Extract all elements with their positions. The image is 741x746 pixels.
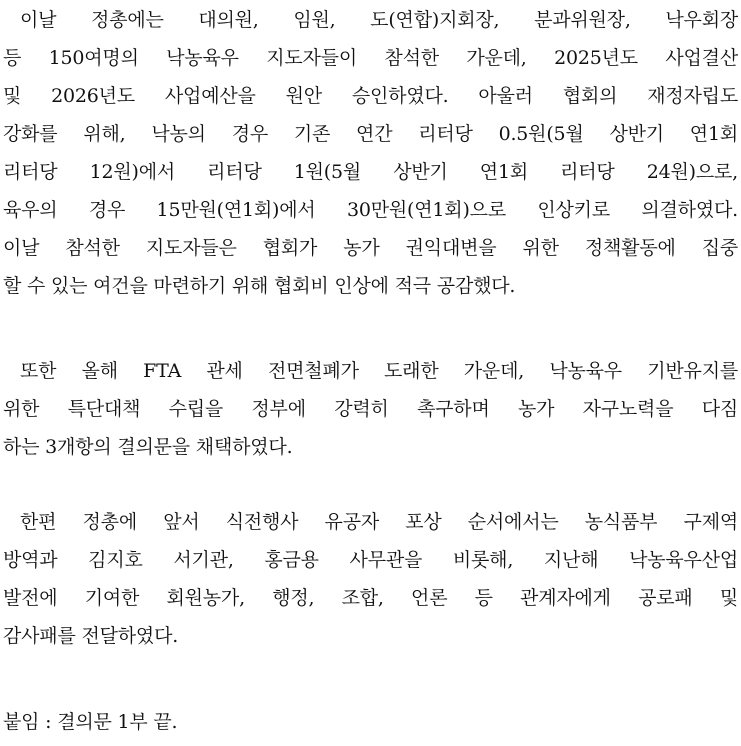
paragraph-line: 방역과 김지호 서기관, 홍금용 사무관을 비롯해, 지난해 낙농육우산업 xyxy=(3,549,738,571)
paragraph-line: 이날 참석한 지도자들은 협회가 농가 권익대변을 위한 정책활동에 집중 xyxy=(3,237,738,259)
paragraph-line: 강화를 위해, 낙농의 경우 기존 연간 리터당 0.5원(5월 상반기 연1회 xyxy=(3,123,738,145)
paragraph-line: 감사패를 전달하였다. xyxy=(3,625,179,647)
paragraph-line: 및 2026년도 사업예산을 원안 승인하였다. 아울러 협회의 재정자립도 xyxy=(3,85,738,107)
paragraph-line: 발전에 기여한 회원농가, 행정, 조합, 언론 등 관계자에게 공로패 및 xyxy=(3,587,738,609)
paragraph-line: 위한 특단대책 수립을 정부에 강력히 촉구하며 농가 자구노력을 다짐 xyxy=(3,398,738,420)
paragraph-line: 할 수 있는 여건을 마련하기 위해 협회비 인상에 적극 공감했다. xyxy=(3,275,516,297)
paragraph-line: 또한 올해 FTA 관세 전면철폐가 도래한 가운데, 낙농육우 기반유지를 xyxy=(20,360,738,382)
paragraph-line: 리터당 12원)에서 리터당 1원(5월 상반기 연1회 리터당 24원)으로, xyxy=(3,161,738,183)
paragraph-line: 육우의 경우 15만원(연1회)에서 30만원(연1회)으로 인상키로 의결하였다. xyxy=(3,199,738,221)
paragraph-line: 이날 정총에는 대의원, 임원, 도(연합)지회장, 분과위원장, 낙우회장 xyxy=(20,9,738,31)
attachment-note: 붙임 : 결의문 1부 끝. xyxy=(3,711,178,733)
paragraph-line: 한편 정총에 앞서 식전행사 유공자 포상 순서에서는 농식품부 구제역 xyxy=(20,511,738,533)
paragraph-line: 하는 3개항의 결의문을 채택하였다. xyxy=(3,436,293,458)
paragraph-line: 등 150여명의 낙농육우 지도자들이 참석한 가운데, 2025년도 사업결산 xyxy=(3,47,738,69)
